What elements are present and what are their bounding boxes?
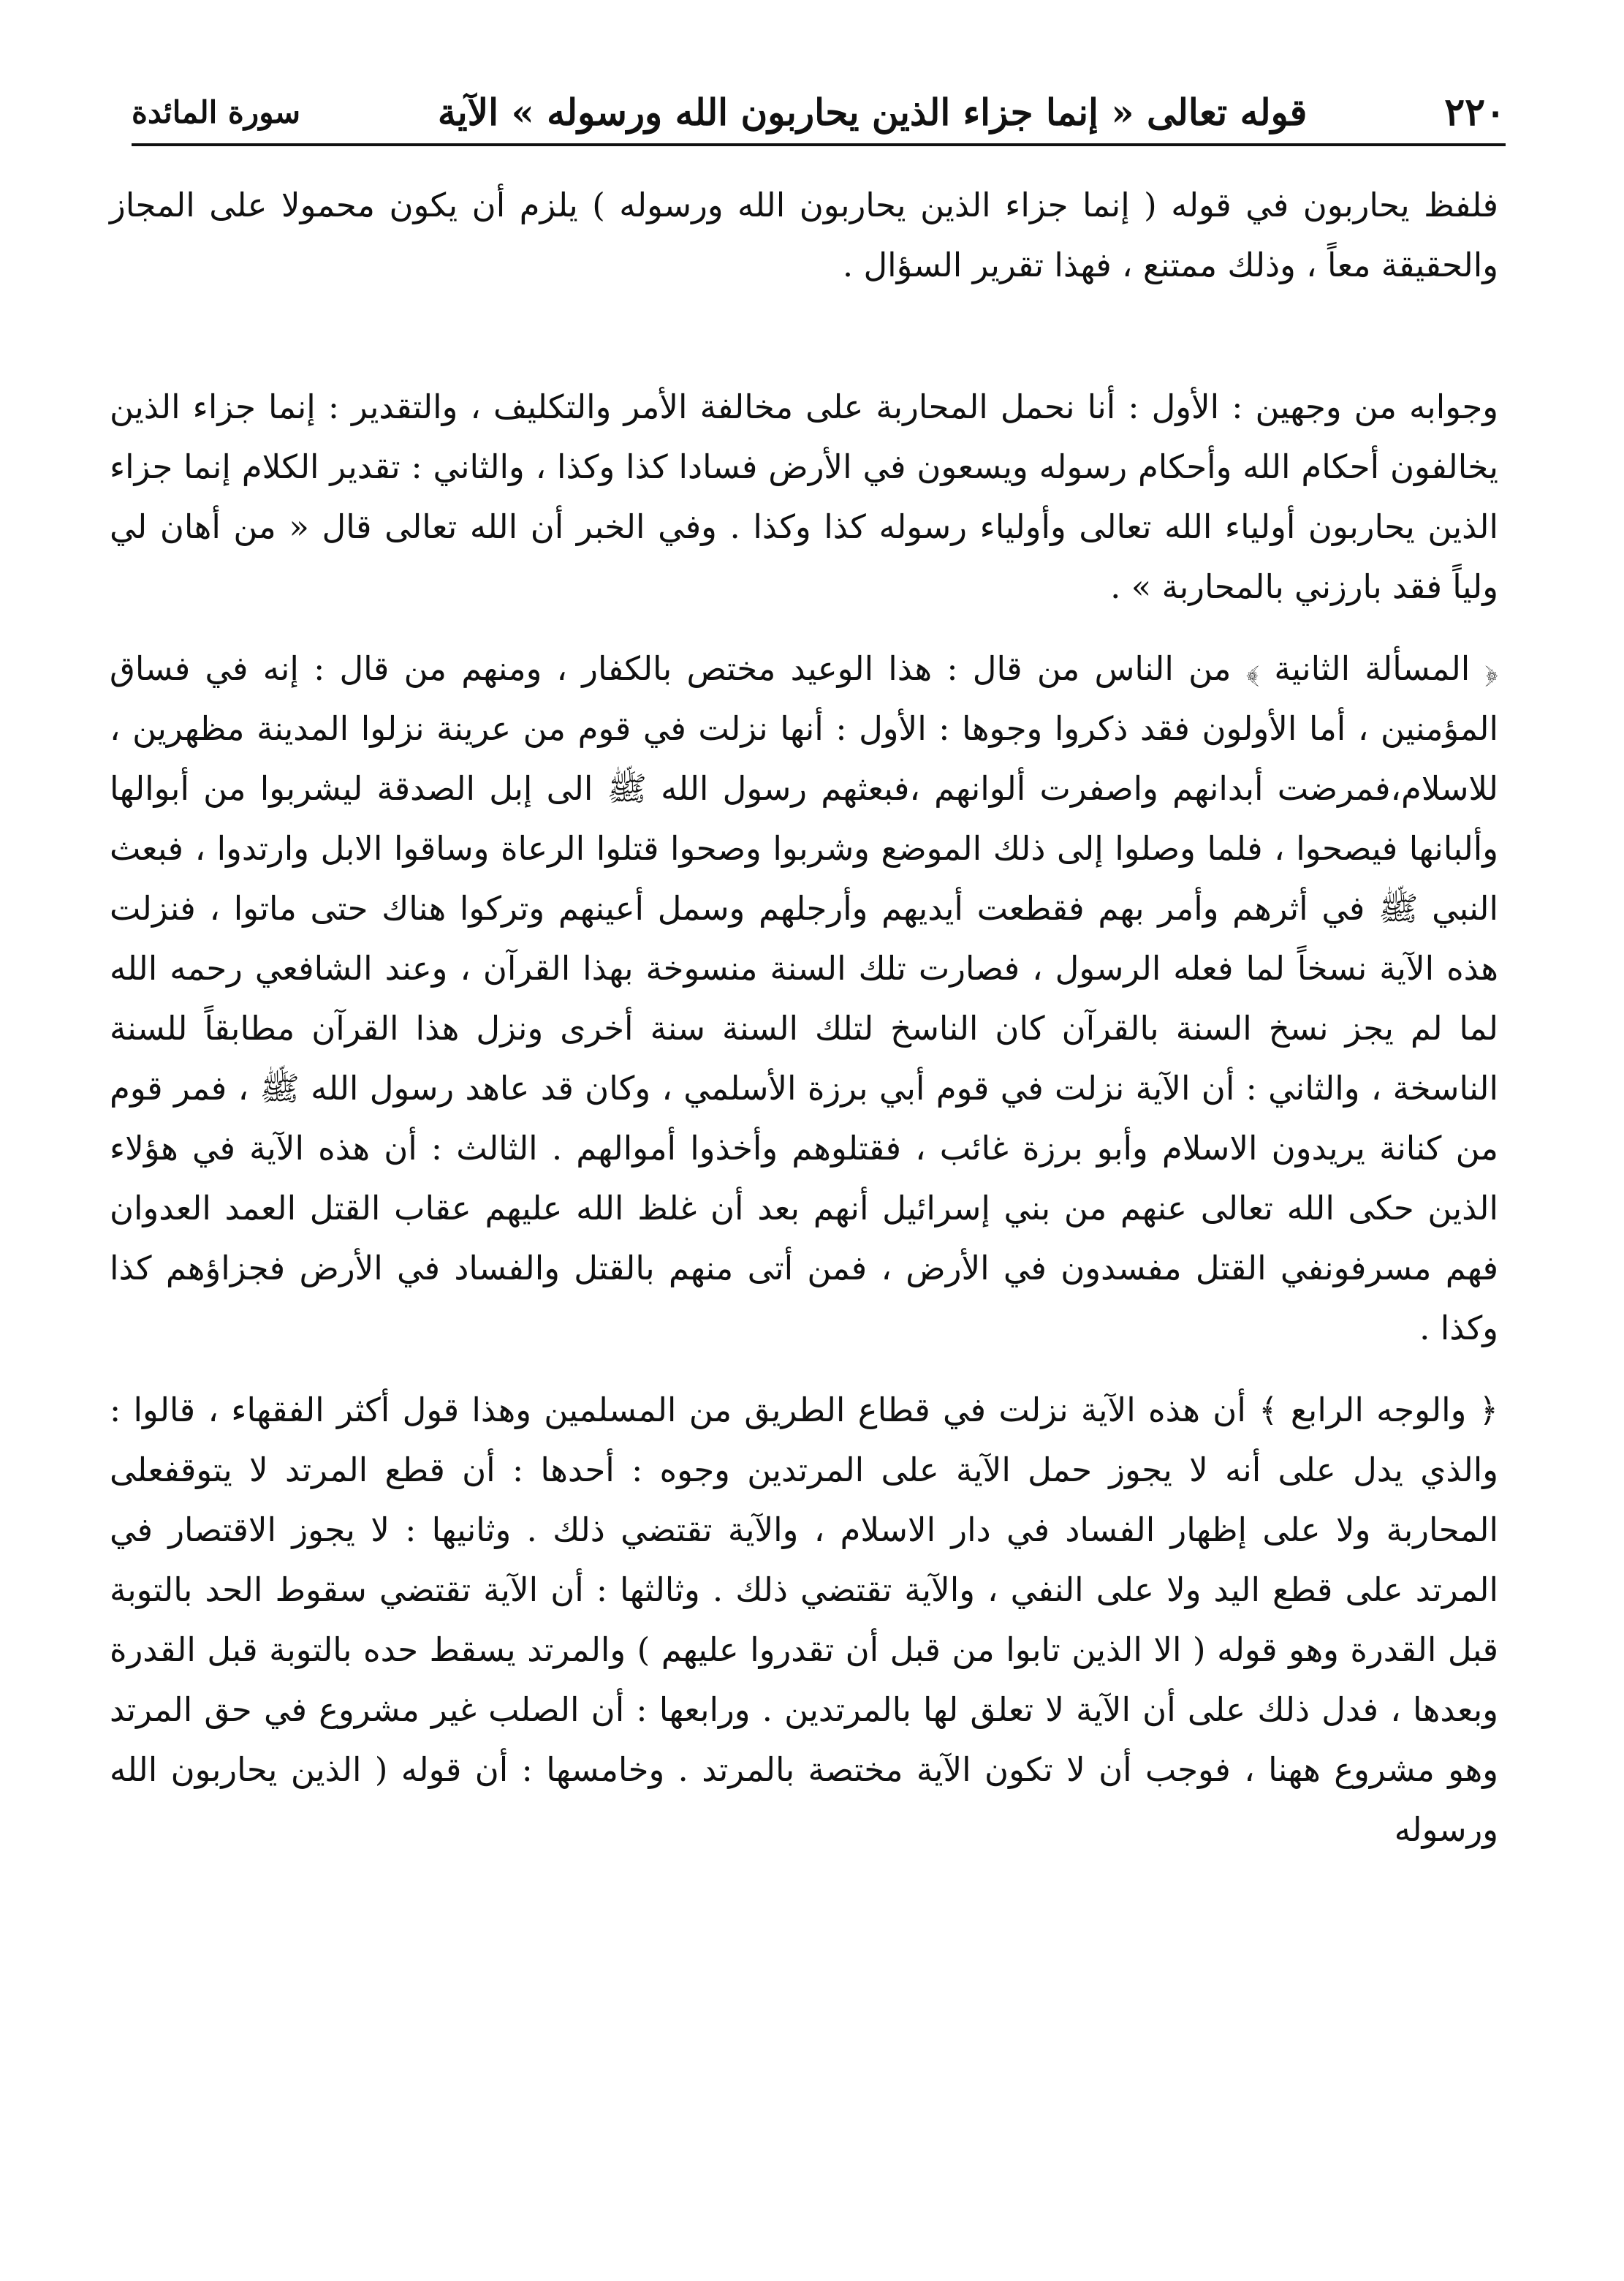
paragraph-fourth-aspect: ﴿ والوجه الرابع ﴾ أن هذه الآية نزلت في قطاع الطريق من المسلمين وهذا قول أكثر الفقهاء ، قالوا : والذي يدل على أنه لا يجوز حمل الآية على المرتدين وجوه : أحدها : أن قطع المرتد لا يتوقفعلى المحاربة ولا على إظهار الفساد في دار الاسلام ، والآية تقتضي ذلك . وثانيها : لا يجوز الاقتصار في المرتد على قطع اليد ولا على النفي ، والآية تقتضي ذلك . وثالثها : أن الآية تقتضي سقوط الحد بالتوبة قبل القدرة وهو قوله ( الا الذين تابوا من قبل أن تقدروا عليهم ) والمرتد يسقط حده بالتوبة قبل القدرة وبعدها ، فدل ذلك على أن الآية لا تعلق لها بالمرتدين . ورابعها : أن الصلب غير مشروع في حق المرتد وهو مشروع ههنا ، فوجب أن لا تكون الآية مختصة بالمرتد . وخامسها : أن قوله ( الذين يحاربون الله ورسوله: [110, 1391, 1498, 1849]
paragraph-answer: وجوابه من وجهين : الأول : أنا نحمل المحاربة على مخالفة الأمر والتكليف ، والتقدير : إنما جزاء الذين يخالفون أحكام الله وأحكام رسوله ويسعون في الأرض فسادا كذا وكذا ، والثاني : تقدير الكلام إنما جزاء الذين يحاربون أولياء الله تعالى وأولياء رسوله كذا وكذا . وفي الخبر أن الله تعالى قال « من أهان لي ولياً فقد بارزني بالمحاربة » .: [110, 387, 1498, 606]
running-title: قوله تعالى « إنما جزاء الذين يحاربون الله ورسوله » الآية: [437, 90, 1308, 134]
page-body: [110, 175, 1498, 1860]
sura-name: سورة المائدة: [132, 94, 301, 130]
header-divider: [132, 143, 1506, 146]
page-header: [132, 79, 1506, 145]
paragraph-second-issue: ﴿ المسألة الثانية ﴾ من الناس من قال : هذا الوعيد مختص بالكفار ، ومنهم من قال : إنه في فساق المؤمنين ، أما الأولون فقد ذكروا وجوها : الأول : أنها نزلت في قوم من عرينة نزلوا المدينة مظهرين ، للاسلام،فمرضت أبدانهم واصفرت ألوانهم ،فبعثهم رسول الله ﷺ الى إبل الصدقة ليشربوا من أبوالها وألبانها فيصحوا ، فلما وصلوا إلى ذلك الموضع وشربوا وصحوا قتلوا الرعاة وساقوا الابل وارتدوا ، فبعث النبي ﷺ في أثرهم وأمر بهم فقطعت أيديهم وأرجلهم وسمل أعينهم وتركوا هناك حتى ماتوا ، فنزلت هذه الآية نسخاً لما فعله الرسول ، فصارت تلك السنة منسوخة بهذا القرآن ، وعند الشافعي رحمه الله لما لم يجز نسخ السنة بالقرآن كان الناسخ لتلك السنة سنة أخرى ونزل هذا القرآن مطابقاً للسنة الناسخة ، والثاني : أن الآية نزلت في قوم أبي برزة الأسلمي ، وكان قد عاهد رسول الله ﷺ ، فمر قوم من كنانة يريدون الاسلام وأبو برزة غائب ، فقتلوهم وأخذوا أموالهم . الثالث : أن هذه الآية في هؤلاء الذين حكى الله تعالى عنهم من بني إسرائيل أنهم بعد أن غلظ الله عليهم عقاب القتل العمد العدوان فهم مسرفونفي القتل مفسدون في الأرض ، فمن أتى منهم بالقتل والفساد في الأرض فجزاؤهم كذا وكذا .: [110, 649, 1498, 1347]
page-number: ٢٢٠: [1444, 89, 1506, 135]
paragraph-question-conclusion: فلفظ يحاربون في قوله ( إنما جزاء الذين يحاربون الله ورسوله ) يلزم أن يكون محمولا على المجاز والحقيقة معاً ، وذلك ممتنع ، فهذا تقرير السؤال .: [110, 186, 1498, 284]
